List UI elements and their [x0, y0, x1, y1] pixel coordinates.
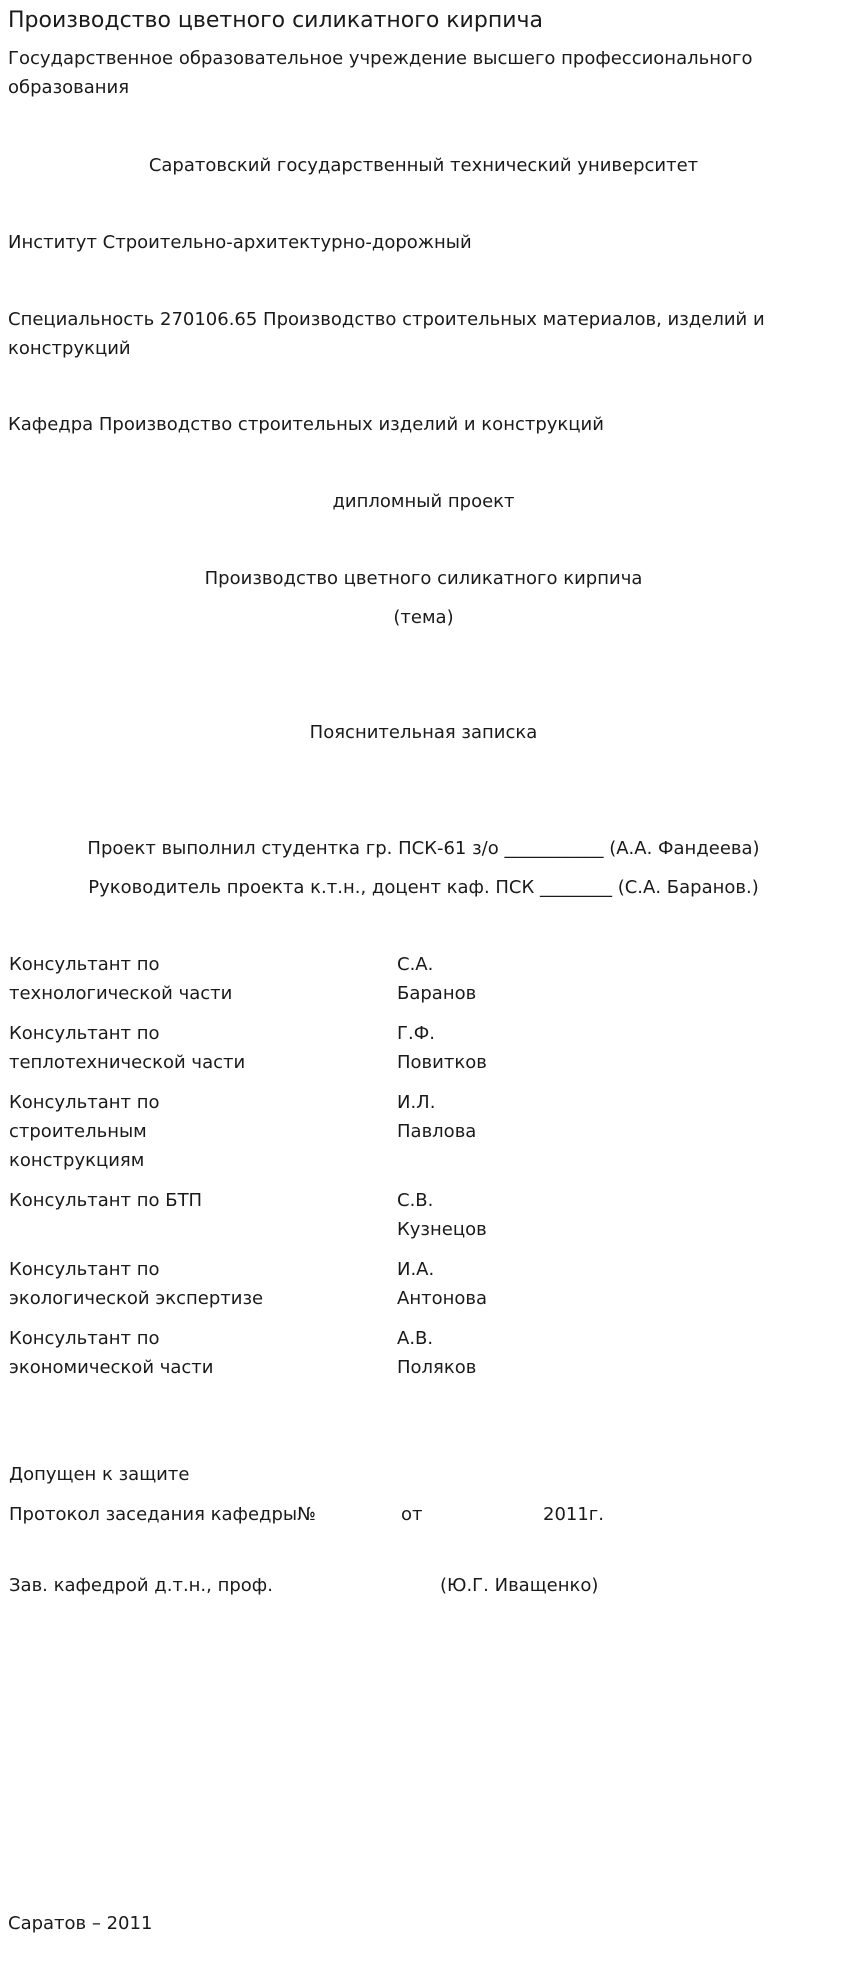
specialty-line: Специальность 270106.65 Производство строительных материалов, изделий и конструкций	[8, 309, 765, 359]
topic-caption: (тема)	[393, 607, 454, 628]
protocol-label: Протокол заседания кафедры№	[9, 1504, 316, 1525]
consultant-name: С.В. Кузнецов	[397, 1190, 487, 1240]
footer-city-year: Саратов – 2011	[8, 1913, 153, 1934]
admitted-line: Допущен к защите	[9, 1464, 190, 1485]
institution-line: Государственное образовательное учреждение высшего профессионального образования	[8, 48, 753, 98]
document-title: Производство цветного силикатного кирпича	[8, 8, 543, 33]
topic-title: Производство цветного силикатного кирпича	[204, 568, 643, 589]
supervisor-line: Руководитель проекта к.т.н., доцент каф. ПСК ________ (С.А. Баранов.)	[88, 877, 759, 898]
performer-line: Проект выполнил студентка гр. ПСК-61 з/о ___________ (А.А. Фандеева)	[87, 838, 760, 859]
consultant-role: Консультант по БТП	[9, 1190, 203, 1211]
consultant-name: Г.Ф. Повитков	[397, 1023, 487, 1073]
note-type: Пояснительная записка	[309, 722, 538, 743]
department-line: Кафедра Производство строительных изделий и конструкций	[8, 414, 604, 435]
head-name: (Ю.Г. Иващенко)	[440, 1575, 599, 1596]
university-name: Саратовский государственный технический университет	[148, 155, 699, 176]
consultant-role: Консультант по строительным конструкциям	[9, 1092, 160, 1171]
consultant-role: Консультант по теплотехнической части	[9, 1023, 246, 1073]
protocol-year: 2011г.	[543, 1504, 604, 1525]
consultant-name: И.А. Антонова	[397, 1259, 487, 1309]
head-label: Зав. кафедрой д.т.н., проф.	[9, 1575, 273, 1596]
protocol-from: от	[401, 1504, 423, 1525]
consultant-name: А.В. Поляков	[397, 1328, 477, 1378]
consultant-role: Консультант по экономической части	[9, 1328, 214, 1378]
consultant-role: Консультант по технологической части	[9, 954, 233, 1004]
institute-line: Институт Строительно-архитектурно-дорожный	[8, 232, 472, 253]
consultant-role: Консультант по экологической экспертизе	[9, 1259, 264, 1309]
consultant-name: С.А. Баранов	[397, 954, 477, 1004]
work-type: дипломный проект	[332, 491, 515, 512]
consultant-name: И.Л. Павлова	[397, 1092, 477, 1142]
